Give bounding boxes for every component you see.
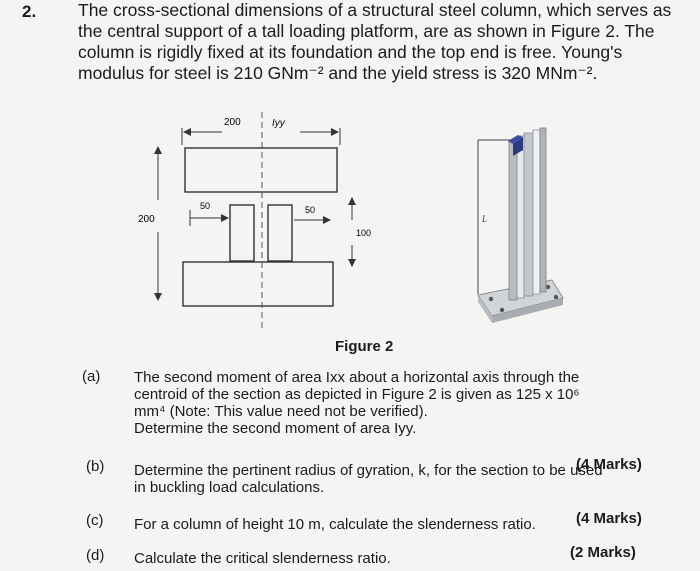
part-b-marks: (4 Marks) <box>576 510 642 527</box>
web-height-label: 100 <box>356 228 372 238</box>
figure-caption: Figure 2 <box>335 338 394 355</box>
part-c-marks: (2 Marks) <box>570 544 636 561</box>
part-a-line: Determine the second moment of area Iyy. <box>134 420 417 437</box>
part-b-line: in buckling load calculations. <box>134 479 325 496</box>
top-flange <box>185 148 337 192</box>
part-c-line: For a column of height 10 m, calculate the slenderness ratio. <box>134 516 536 533</box>
width-label: 200 <box>224 117 241 128</box>
column-illustration <box>478 128 563 323</box>
part-a-text <box>134 369 580 437</box>
part-d-label: (d) <box>86 547 105 564</box>
intro-line: column is rigidly fixed at its foundation and the top end is free. Young's <box>78 42 623 62</box>
part-c-text <box>134 516 536 533</box>
cross-section <box>183 148 337 306</box>
flange-right-label: 50 <box>305 205 316 215</box>
part-a-line: centroid of the section as depicted in Figure 2 is given as 125 x 10⁶ <box>134 386 580 403</box>
web-right <box>268 205 292 261</box>
left-thickness-dimension <box>190 210 228 226</box>
question-number: 2. <box>22 2 37 21</box>
part-a-line: mm⁴ (Note: This value need not be verified). <box>134 403 428 420</box>
bottom-flange <box>183 262 333 306</box>
height-label: 200 <box>138 214 155 225</box>
web-left <box>230 205 254 261</box>
part-a-line: The second moment of area Ixx about a horizontal axis through the <box>134 369 580 386</box>
intro-line: the central support of a tall loading platform, are as shown in Figure 2. The <box>78 21 655 41</box>
length-label: L <box>482 214 488 224</box>
part-b-label: (b) <box>86 458 105 475</box>
part-b-line: Determine the pertinent radius of gyration, k, for the section to be used <box>134 462 603 479</box>
part-b-text <box>134 462 603 496</box>
part-a-label: (a) <box>82 368 101 385</box>
intro-line: modulus for steel is 210 GNm⁻² and the yield stress is 320 MNm⁻². <box>78 63 598 83</box>
width-dimension <box>182 128 340 145</box>
part-d-line: Calculate the critical slenderness ratio. <box>134 550 391 567</box>
flange-left-label: 50 <box>200 201 211 211</box>
part-d-text <box>134 550 391 567</box>
intro-line: The cross-sectional dimensions of a structural steel column, which serves as <box>78 0 672 20</box>
iyy-label: Iyy <box>272 118 285 129</box>
part-c-label: (c) <box>86 512 104 529</box>
part-a-marks: (4 Marks) <box>576 456 642 473</box>
